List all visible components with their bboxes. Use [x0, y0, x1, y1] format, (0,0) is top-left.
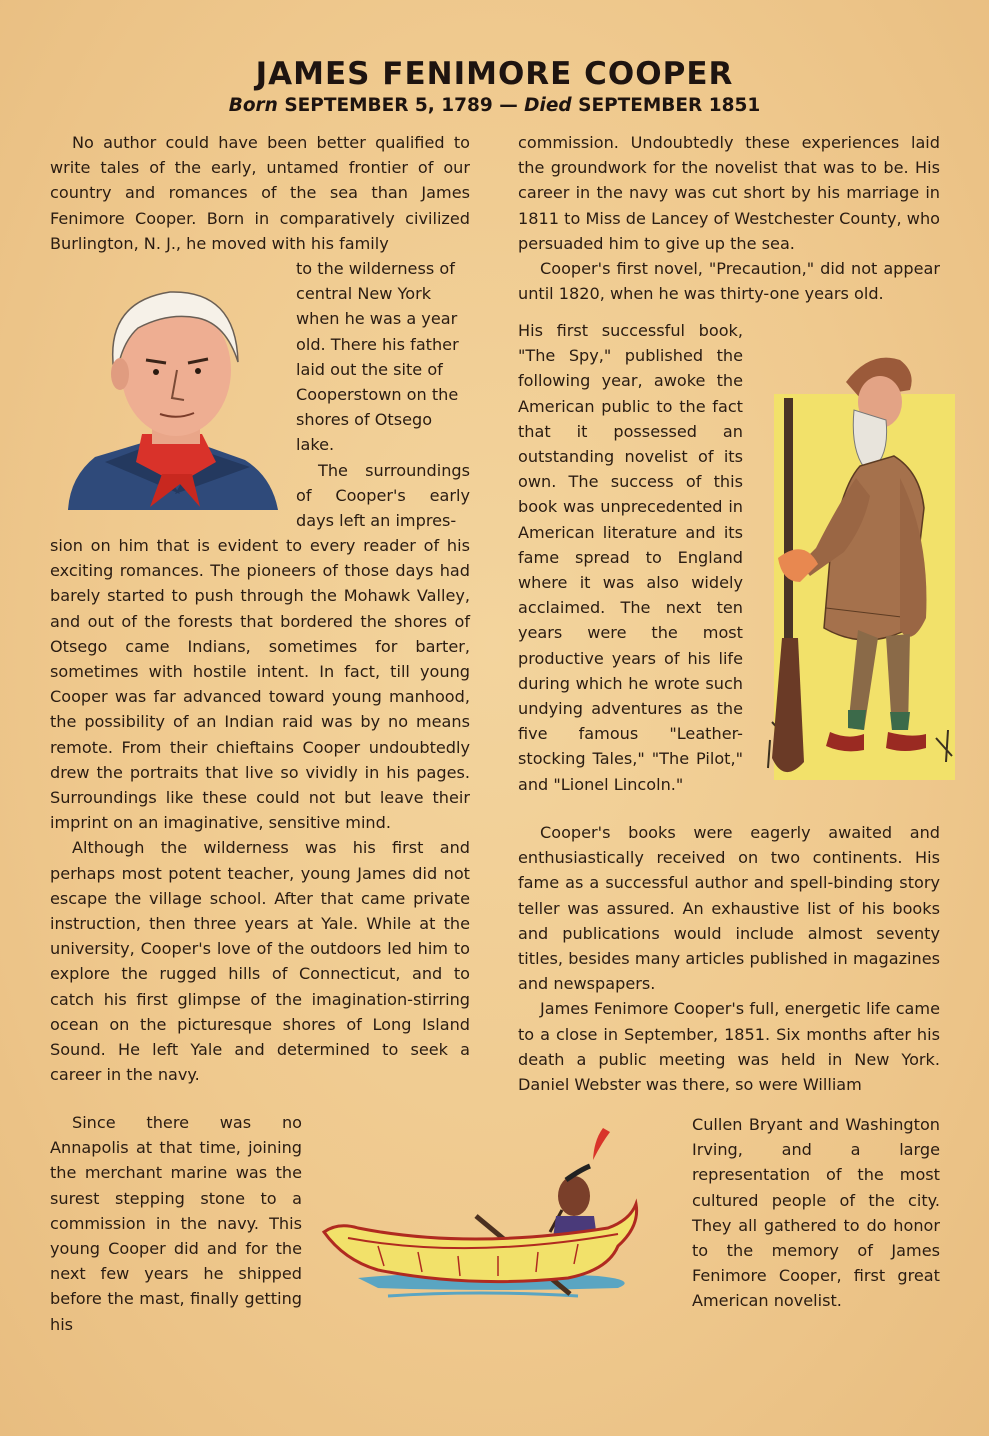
- portrait-side-text: to the wilderness of central New York when he was a year old. There his father laid out the site of Cooperstown on the shores of Otsego lake.: [296, 259, 459, 455]
- born-label: Born: [228, 95, 278, 116]
- date-separator: —: [499, 95, 518, 116]
- page-title: JAMES FENIMORE COOPER: [255, 56, 734, 92]
- first-novel-paragraph: Cooper's first novel, "Precaution," did not appear until 1820, when he was thirty-one years old.: [518, 259, 940, 304]
- born-date: SEPTEMBER 5, 1789: [284, 95, 493, 116]
- frontiersman-illustration: [760, 338, 955, 800]
- hunter-side-text: His first successful book, "The Spy," published the following year, awoke the American public to the fact that it possessed an outstanding novelist of its own. The success of this book was unprecedented in American literature and its fame spread to England where it was also widely acclaimed. The next ten years were the most productive years of his life during which he wrote such undying adventures as the five famous "Leather-stocking Tales," "The Pilot," and "Lionel Lincoln.": [518, 321, 743, 794]
- intro-paragraph: No author could have been better qualified to write tales of the early, untamed frontier of our country and romances of the sea than James Fenimore Cooper. Born in comparatively civilized Burlington, N. J., he moved with his family: [50, 133, 470, 253]
- surroundings-paragraph: sion on him that is evident to every reader of his exciting romances. The pioneers of those days had barely started to push through the Mohawk Valley, and out of the forests that bordered the shores of Otsego came Indians, sometimes for barter, sometimes with hostile intent. In fact, till young Cooper was far advanced toward young manhood, the possibility of an Indian raid was by no means remote. From their chieftains Cooper undoubtedly drew the portraits that live so vividly in his pages. Surroundings like these could not but leave their imprint on an imaginative, sensitive mind. Although the wilderness was his first and perhaps most potent teacher, young James did not escape the village school. After that came private instruction, then three years at Yale. While at the university, Cooper's love of the outdoors led him to explore the rugged hills of Connecticut, and to catch his first glimpse of the imagination-stirring ocean on the picturesque shores of Long Island Sound. He left Yale and determined to seek a career in the navy.: [50, 533, 470, 1087]
- closing-paragraph: Cullen Bryant and Washington Irving, and a large representation of the most cultured people of the city. They all gathered to do honor to the memory of James Fenimore Cooper, first great American novelist.: [692, 1115, 940, 1311]
- commission-paragraph: commission. Undoubtedly these experiences laid the groundwork for the novelist that was to be. His career in the navy was cut short by his marriage in 1811 to Miss de Lancey of Westchester County, who persuaded him to give up the sea. Cooper's first novel, "Precaution," did not appear until 1820, when he was thirty-one years old.: [518, 130, 940, 306]
- cooper-portrait: [50, 262, 282, 510]
- surroundings-paragraph-start: The surroundings of Cooper's early days left an impres-: [296, 461, 470, 531]
- canoe-illustration: [318, 1120, 648, 1310]
- wilderness-paragraph: Although the wilderness was his first and perhaps most potent teacher, young James did not escape the village school. After that came private instruction, then three years at Yale. While at the university, Cooper's love of the outdoors led him to explore the rugged hills of Connecticut, and to catch his first glimpse of the imagination-stirring ocean on the picturesque shores of Long Island Sound. He left Yale and determined to seek a career in the navy.: [50, 838, 470, 1085]
- closing-paragraph-start: James Fenimore Cooper's full, energetic life came to a close in September, 1851. Six months after his death a public meeting was held in New York. Daniel Webster was there, so were William: [518, 999, 940, 1095]
- died-label: Died: [524, 95, 572, 116]
- books-paragraph: Cooper's books were eagerly awaited and enthusiastically received on two continents. His fame as a successful author and spell-binding story teller was assured. An exhaustive list of his books and publications would include almost seventy titles, besides many articles published in magazines and newspapers. James Fenimore Cooper's full, energetic life came to a close in September, 1851. Six months after his death a public meeting was held in New York. Daniel Webster was there, so were William: [518, 820, 940, 1097]
- died-date: SEPTEMBER 1851: [578, 95, 761, 116]
- annapolis-paragraph: Since there was no Annapolis at that time, joining the merchant marine was the surest stepping stone to a commission in the navy. This young Cooper did and for the next few years he shipped before the mast, finally getting his: [50, 1113, 302, 1334]
- life-dates: [0, 95, 989, 116]
